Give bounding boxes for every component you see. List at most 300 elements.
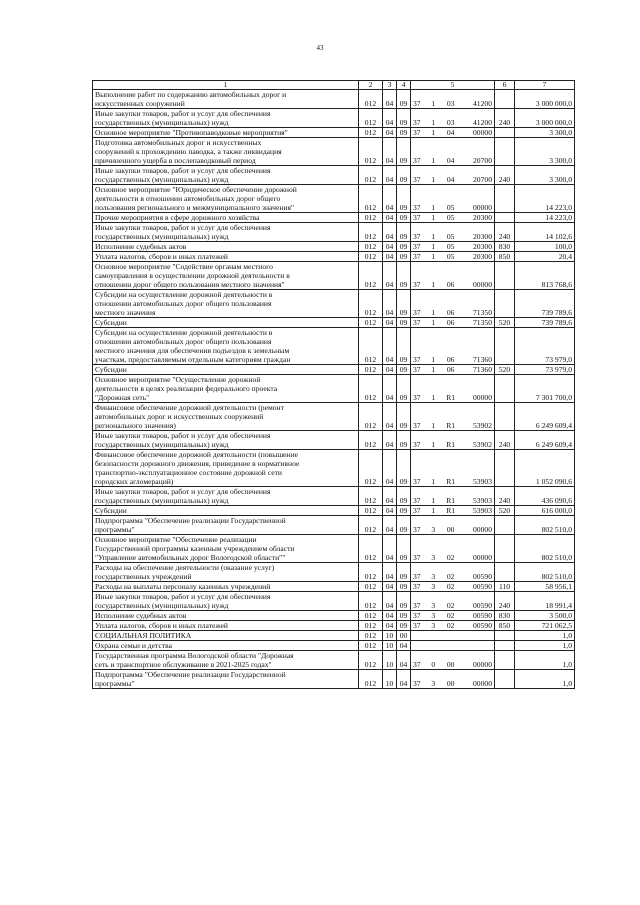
row-admin-code: 012 xyxy=(359,109,383,128)
row-subsection: 09 xyxy=(397,252,411,262)
row-expense-type xyxy=(495,375,515,403)
target-article-part: 37 xyxy=(413,679,421,688)
target-article-part: 1 xyxy=(431,213,436,222)
row-name-line: Подпрограмма "Обеспечение реализации Государственной xyxy=(95,670,286,679)
row-target-article xyxy=(411,242,495,252)
row-name-line: Исполнение судебных актов xyxy=(95,611,187,620)
row-section: 10 xyxy=(383,670,397,689)
row-subsection: 09 xyxy=(397,516,411,535)
row-name-line: программы" xyxy=(95,679,135,688)
column-header-target-article: 5 xyxy=(411,81,495,90)
target-article-part: 71360 xyxy=(473,365,492,374)
row-amount: 3 000 000,0 xyxy=(515,90,575,109)
row-target-article xyxy=(411,516,495,535)
row-admin-code: 012 xyxy=(359,621,383,631)
target-article-part: 04 xyxy=(446,175,455,184)
row-target-article xyxy=(411,375,495,403)
target-article-part: 41200 xyxy=(473,118,492,127)
row-section: 04 xyxy=(383,621,397,631)
row-admin-code: 012 xyxy=(359,375,383,403)
row-name-line: Иные закупки товаров, работ и услуг для обеспечения xyxy=(95,223,271,232)
row-admin-code: 012 xyxy=(359,262,383,290)
row-name-line: Государственная программа Вологодской области "Дорожная xyxy=(95,651,294,660)
row-amount: 3 500,0 xyxy=(515,611,575,621)
row-name xyxy=(93,506,359,516)
target-article-part: 37 xyxy=(413,280,421,289)
row-name xyxy=(93,128,359,138)
target-article-part: 1 xyxy=(431,203,436,212)
row-name-line: Основное мероприятие "Юридическое обеспечение дорожной xyxy=(95,185,297,194)
target-article-part: 53903 xyxy=(473,496,492,505)
table-row xyxy=(93,506,575,516)
row-target-article xyxy=(411,582,495,592)
row-subsection: 09 xyxy=(397,431,411,450)
target-article-part: 71350 xyxy=(473,308,492,317)
row-name-line: местного значения xyxy=(95,308,156,317)
row-target-article xyxy=(411,365,495,375)
row-name-line: государственных (муниципальных) нужд xyxy=(95,118,229,127)
row-target-article xyxy=(411,535,495,563)
row-name-line: Иные закупки товаров, работ и услуг для обеспечения xyxy=(95,431,271,440)
row-admin-code: 012 xyxy=(359,535,383,563)
row-subsection: 09 xyxy=(397,328,411,365)
row-amount: 1 052 090,6 xyxy=(515,450,575,487)
row-section: 04 xyxy=(383,403,397,431)
target-article-part: 37 xyxy=(413,213,421,222)
target-article-part: 00000 xyxy=(473,525,492,534)
row-name xyxy=(93,487,359,506)
row-section: 04 xyxy=(383,90,397,109)
target-article-part: R1 xyxy=(446,421,456,430)
row-admin-code: 012 xyxy=(359,318,383,328)
target-article-part: 06 xyxy=(446,318,455,327)
table-row xyxy=(93,138,575,166)
table-row xyxy=(93,582,575,592)
row-target-article xyxy=(411,487,495,506)
table-row xyxy=(93,223,575,242)
column-header-amount: 7 xyxy=(515,81,575,90)
row-target-article xyxy=(411,90,495,109)
row-name-line: деятельности в отношении автомобильных дорог общего xyxy=(95,194,281,203)
row-name-line: Иные закупки товаров, работ и услуг для обеспечения xyxy=(95,166,271,175)
row-amount: 6 249 609,4 xyxy=(515,431,575,450)
row-expense-type: 240 xyxy=(495,431,515,450)
row-expense-type: 240 xyxy=(495,223,515,242)
row-amount: 3 300,0 xyxy=(515,138,575,166)
row-name xyxy=(93,223,359,242)
target-article-part: 00000 xyxy=(473,393,492,402)
target-article-part: 20300 xyxy=(473,252,492,261)
row-admin-code: 012 xyxy=(359,166,383,185)
table-row xyxy=(93,403,575,431)
row-name-line: местного значения для обеспечения подъездов к земельным xyxy=(95,346,290,355)
row-name-line: Охрана семьи и детства xyxy=(95,641,172,650)
row-name xyxy=(93,138,359,166)
row-subsection: 09 xyxy=(397,563,411,582)
row-admin-code: 012 xyxy=(359,631,383,641)
target-article-part: 3 xyxy=(431,601,436,610)
row-admin-code: 012 xyxy=(359,450,383,487)
target-article-part: 00 xyxy=(446,679,455,688)
row-subsection: 09 xyxy=(397,262,411,290)
row-expense-type: 520 xyxy=(495,365,515,375)
target-article-part: 3 xyxy=(431,621,436,630)
row-subsection: 04 xyxy=(397,670,411,689)
row-amount: 813 768,6 xyxy=(515,262,575,290)
row-target-article xyxy=(411,651,495,670)
row-section: 04 xyxy=(383,138,397,166)
row-expense-type: 830 xyxy=(495,611,515,621)
table-row xyxy=(93,431,575,450)
row-expense-type xyxy=(495,90,515,109)
row-section: 10 xyxy=(383,641,397,651)
row-name xyxy=(93,450,359,487)
row-name-line: городских агломераций) xyxy=(95,477,174,486)
row-amount: 58 956,1 xyxy=(515,582,575,592)
row-expense-type xyxy=(495,631,515,641)
target-article-part: 00 xyxy=(446,525,455,534)
table-row xyxy=(93,213,575,223)
row-section: 04 xyxy=(383,592,397,611)
column-header-admin-code: 2 xyxy=(359,81,383,90)
target-article-part: 02 xyxy=(446,621,455,630)
row-section: 04 xyxy=(383,262,397,290)
target-article-part: 06 xyxy=(446,355,455,364)
row-name-line: Расходы на выплаты персоналу казенных учреждений xyxy=(95,582,271,591)
row-admin-code: 012 xyxy=(359,487,383,506)
table-row xyxy=(93,328,575,365)
row-subsection: 04 xyxy=(397,641,411,651)
row-admin-code: 012 xyxy=(359,611,383,621)
row-section: 10 xyxy=(383,651,397,670)
row-target-article xyxy=(411,185,495,213)
row-subsection: 09 xyxy=(397,318,411,328)
table-row xyxy=(93,290,575,318)
table-row xyxy=(93,185,575,213)
row-target-article xyxy=(411,166,495,185)
row-section: 04 xyxy=(383,487,397,506)
row-subsection: 09 xyxy=(397,128,411,138)
row-name-line: государственных (муниципальных) нужд xyxy=(95,601,229,610)
row-name-line: транспортно-эксплуатационное состояние дорожной сети xyxy=(95,468,282,477)
row-section: 04 xyxy=(383,128,397,138)
row-subsection: 09 xyxy=(397,403,411,431)
row-target-article xyxy=(411,138,495,166)
row-amount: 100,0 xyxy=(515,242,575,252)
target-article-part: 03 xyxy=(446,118,455,127)
row-admin-code: 012 xyxy=(359,651,383,670)
row-amount: 73 979,0 xyxy=(515,365,575,375)
row-admin-code: 012 xyxy=(359,213,383,223)
target-article-part: 0 xyxy=(431,660,436,669)
table-row xyxy=(93,90,575,109)
row-amount: 6 249 609,4 xyxy=(515,403,575,431)
row-section: 04 xyxy=(383,328,397,365)
row-expense-type xyxy=(495,403,515,431)
target-article-part: R1 xyxy=(446,506,456,515)
row-target-article xyxy=(411,450,495,487)
row-amount: 739 789,6 xyxy=(515,290,575,318)
row-name-line: пользования регионального и межмуниципального значения" xyxy=(95,203,295,212)
row-amount: 721 062,5 xyxy=(515,621,575,631)
row-name-line: отношении автомобильных дорог общего пользования xyxy=(95,337,272,346)
row-target-article xyxy=(411,109,495,128)
table-row xyxy=(93,128,575,138)
target-article-part: 53902 xyxy=(473,421,492,430)
target-article-part: 71360 xyxy=(473,355,492,364)
table-row xyxy=(93,318,575,328)
column-header-subsection: 4 xyxy=(397,81,411,90)
row-section: 10 xyxy=(383,631,397,641)
row-section: 04 xyxy=(383,516,397,535)
row-amount: 7 301 700,0 xyxy=(515,375,575,403)
row-target-article xyxy=(411,611,495,621)
target-article-part: 02 xyxy=(446,601,455,610)
row-name-line: Субсидии xyxy=(95,506,127,515)
row-name xyxy=(93,582,359,592)
target-article-part: 37 xyxy=(413,156,421,165)
target-article-part: 37 xyxy=(413,572,421,581)
row-name-line: Основное мероприятие "Обеспечение реализации xyxy=(95,535,257,544)
row-expense-type: 110 xyxy=(495,582,515,592)
table-row xyxy=(93,670,575,689)
row-target-article xyxy=(411,318,495,328)
target-article-part: R1 xyxy=(446,440,456,449)
row-name-line: Подпрограмма "Обеспечение реализации Государственной xyxy=(95,516,286,525)
row-amount: 1,0 xyxy=(515,651,575,670)
target-article-part: 41200 xyxy=(473,99,492,108)
row-admin-code: 012 xyxy=(359,365,383,375)
row-section: 04 xyxy=(383,223,397,242)
target-article-part: 1 xyxy=(431,99,436,108)
target-article-part: 00000 xyxy=(473,128,492,137)
table-row xyxy=(93,487,575,506)
row-subsection: 09 xyxy=(397,213,411,223)
table-row xyxy=(93,651,575,670)
row-name xyxy=(93,641,359,651)
row-section: 04 xyxy=(383,290,397,318)
target-article-part: 37 xyxy=(413,477,421,486)
row-name-line: автомобильных дорог и искусственных сооружений xyxy=(95,412,264,421)
row-target-article xyxy=(411,431,495,450)
row-amount: 1,0 xyxy=(515,641,575,651)
row-name-line: "Дорожная сеть" xyxy=(95,393,150,402)
target-article-part: 3 xyxy=(431,525,436,534)
table-row xyxy=(93,535,575,563)
row-expense-type xyxy=(495,651,515,670)
row-expense-type xyxy=(495,563,515,582)
row-expense-type xyxy=(495,262,515,290)
row-expense-type xyxy=(495,641,515,651)
target-article-part: 53902 xyxy=(473,440,492,449)
row-section: 04 xyxy=(383,611,397,621)
column-header-name: 1 xyxy=(93,81,359,90)
row-name-line: сооружений к прохождению паводка, а также ликвидация xyxy=(95,147,282,156)
row-name-line: Субсидии на осуществление дорожной деятельности в xyxy=(95,328,273,337)
table-body xyxy=(93,90,575,689)
row-admin-code: 012 xyxy=(359,563,383,582)
row-subsection: 09 xyxy=(397,592,411,611)
column-header-section: 3 xyxy=(383,81,397,90)
row-section: 04 xyxy=(383,450,397,487)
row-name xyxy=(93,563,359,582)
row-name xyxy=(93,185,359,213)
target-article-part: R1 xyxy=(446,496,456,505)
row-name-line: государственных (муниципальных) нужд xyxy=(95,175,229,184)
target-article-part: 20300 xyxy=(473,213,492,222)
row-name xyxy=(93,611,359,621)
row-section: 04 xyxy=(383,506,397,516)
target-article-part: 1 xyxy=(431,477,436,486)
row-subsection: 09 xyxy=(397,375,411,403)
target-article-part: 1 xyxy=(431,440,436,449)
target-article-part: 00000 xyxy=(473,660,492,669)
target-article-part: 20700 xyxy=(473,156,492,165)
row-name xyxy=(93,328,359,365)
target-article-part: 37 xyxy=(413,611,421,620)
table-header-row xyxy=(93,81,575,90)
row-name xyxy=(93,262,359,290)
row-name-line: программы" xyxy=(95,525,135,534)
row-amount: 802 510,0 xyxy=(515,563,575,582)
target-article-part: 20300 xyxy=(473,232,492,241)
target-article-part: R1 xyxy=(446,477,456,486)
target-article-part: 05 xyxy=(446,232,455,241)
target-article-part: 37 xyxy=(413,242,421,251)
row-name-line: Субсидии на осуществление дорожной деятельности в xyxy=(95,290,273,299)
row-name xyxy=(93,365,359,375)
target-article-part: 37 xyxy=(413,553,421,562)
table-row xyxy=(93,375,575,403)
row-expense-type xyxy=(495,670,515,689)
table-row xyxy=(93,516,575,535)
target-article-part: 20700 xyxy=(473,175,492,184)
target-article-part: 53903 xyxy=(473,477,492,486)
row-admin-code: 012 xyxy=(359,138,383,166)
target-article-part: 02 xyxy=(446,572,455,581)
row-subsection: 09 xyxy=(397,487,411,506)
target-article-part: 1 xyxy=(431,128,436,137)
row-expense-type xyxy=(495,138,515,166)
row-name-line: причиненного ущерба в послепаводковый период xyxy=(95,156,256,165)
target-article-part: 1 xyxy=(431,393,436,402)
row-subsection: 09 xyxy=(397,223,411,242)
row-name-line: Исполнение судебных актов xyxy=(95,242,187,251)
budget-table xyxy=(92,80,575,689)
target-article-part: 1 xyxy=(431,242,436,251)
target-article-part: 37 xyxy=(413,582,421,591)
row-name-line: участкам, предоставляемым отдельным категориям граждан xyxy=(95,355,291,364)
row-name-line: Уплата налогов, сборов и иных платежей xyxy=(95,621,228,630)
row-expense-type xyxy=(495,185,515,213)
target-article-part: 00000 xyxy=(473,553,492,562)
table-row xyxy=(93,166,575,185)
row-expense-type xyxy=(495,535,515,563)
row-expense-type xyxy=(495,450,515,487)
row-expense-type: 850 xyxy=(495,252,515,262)
row-section: 04 xyxy=(383,431,397,450)
table-row xyxy=(93,641,575,651)
target-article-part: 02 xyxy=(446,582,455,591)
row-name-line: государственных учреждений xyxy=(95,572,192,581)
row-subsection: 09 xyxy=(397,535,411,563)
row-admin-code: 012 xyxy=(359,290,383,318)
row-amount: 14 223,0 xyxy=(515,213,575,223)
row-name xyxy=(93,592,359,611)
row-expense-type: 830 xyxy=(495,242,515,252)
row-subsection: 09 xyxy=(397,506,411,516)
target-article-part: 1 xyxy=(431,308,436,317)
target-article-part: 1 xyxy=(431,355,436,364)
target-article-part: 06 xyxy=(446,365,455,374)
row-target-article xyxy=(411,403,495,431)
row-name-line: Финансовое обеспечение дорожной деятельности (ремонт xyxy=(95,403,284,412)
target-article-part: 04 xyxy=(446,156,455,165)
row-name xyxy=(93,631,359,641)
target-article-part: 1 xyxy=(431,318,436,327)
row-amount: 3 000 000,0 xyxy=(515,109,575,128)
table-row xyxy=(93,631,575,641)
row-subsection: 09 xyxy=(397,242,411,252)
row-admin-code: 012 xyxy=(359,328,383,365)
row-admin-code: 012 xyxy=(359,242,383,252)
target-article-part: 03 xyxy=(446,99,455,108)
target-article-part: 37 xyxy=(413,232,421,241)
target-article-part: 37 xyxy=(413,601,421,610)
row-subsection: 09 xyxy=(397,621,411,631)
row-name-line: искусственных сооружений xyxy=(95,99,185,108)
target-article-part: 37 xyxy=(413,421,421,430)
row-section: 04 xyxy=(383,166,397,185)
row-section: 04 xyxy=(383,109,397,128)
target-article-part: 37 xyxy=(413,128,421,137)
target-article-part: 37 xyxy=(413,365,421,374)
row-name-line: СОЦИАЛЬНАЯ ПОЛИТИКА xyxy=(95,631,192,640)
target-article-part: 00590 xyxy=(473,621,492,630)
row-name-line: Иные закупки товаров, работ и услуг для обеспечения xyxy=(95,487,271,496)
row-admin-code: 012 xyxy=(359,670,383,689)
row-admin-code: 012 xyxy=(359,592,383,611)
target-article-part: 37 xyxy=(413,355,421,364)
row-admin-code: 012 xyxy=(359,431,383,450)
row-name xyxy=(93,651,359,670)
row-name xyxy=(93,516,359,535)
target-article-part: 53903 xyxy=(473,506,492,515)
target-article-part: 05 xyxy=(446,213,455,222)
row-amount: 14 102,6 xyxy=(515,223,575,242)
target-article-part: 3 xyxy=(431,553,436,562)
row-section: 04 xyxy=(383,318,397,328)
target-article-part: 37 xyxy=(413,252,421,261)
row-admin-code: 012 xyxy=(359,223,383,242)
row-name-line: безопасности дорожного движения, приведение в нормативное xyxy=(95,459,300,468)
row-subsection: 09 xyxy=(397,611,411,621)
target-article-part: R1 xyxy=(446,393,456,402)
target-article-part: 37 xyxy=(413,118,421,127)
row-section: 04 xyxy=(383,213,397,223)
target-article-part: 37 xyxy=(413,175,421,184)
row-amount: 739 789,6 xyxy=(515,318,575,328)
row-subsection: 09 xyxy=(397,109,411,128)
row-name-line: Государственной программы казенным учреждением области xyxy=(95,544,295,553)
target-article-part: 00 xyxy=(446,660,455,669)
row-name-line: Субсидии xyxy=(95,365,127,374)
row-name xyxy=(93,431,359,450)
row-name xyxy=(93,670,359,689)
row-admin-code: 012 xyxy=(359,641,383,651)
target-article-part: 1 xyxy=(431,365,436,374)
table-row xyxy=(93,252,575,262)
